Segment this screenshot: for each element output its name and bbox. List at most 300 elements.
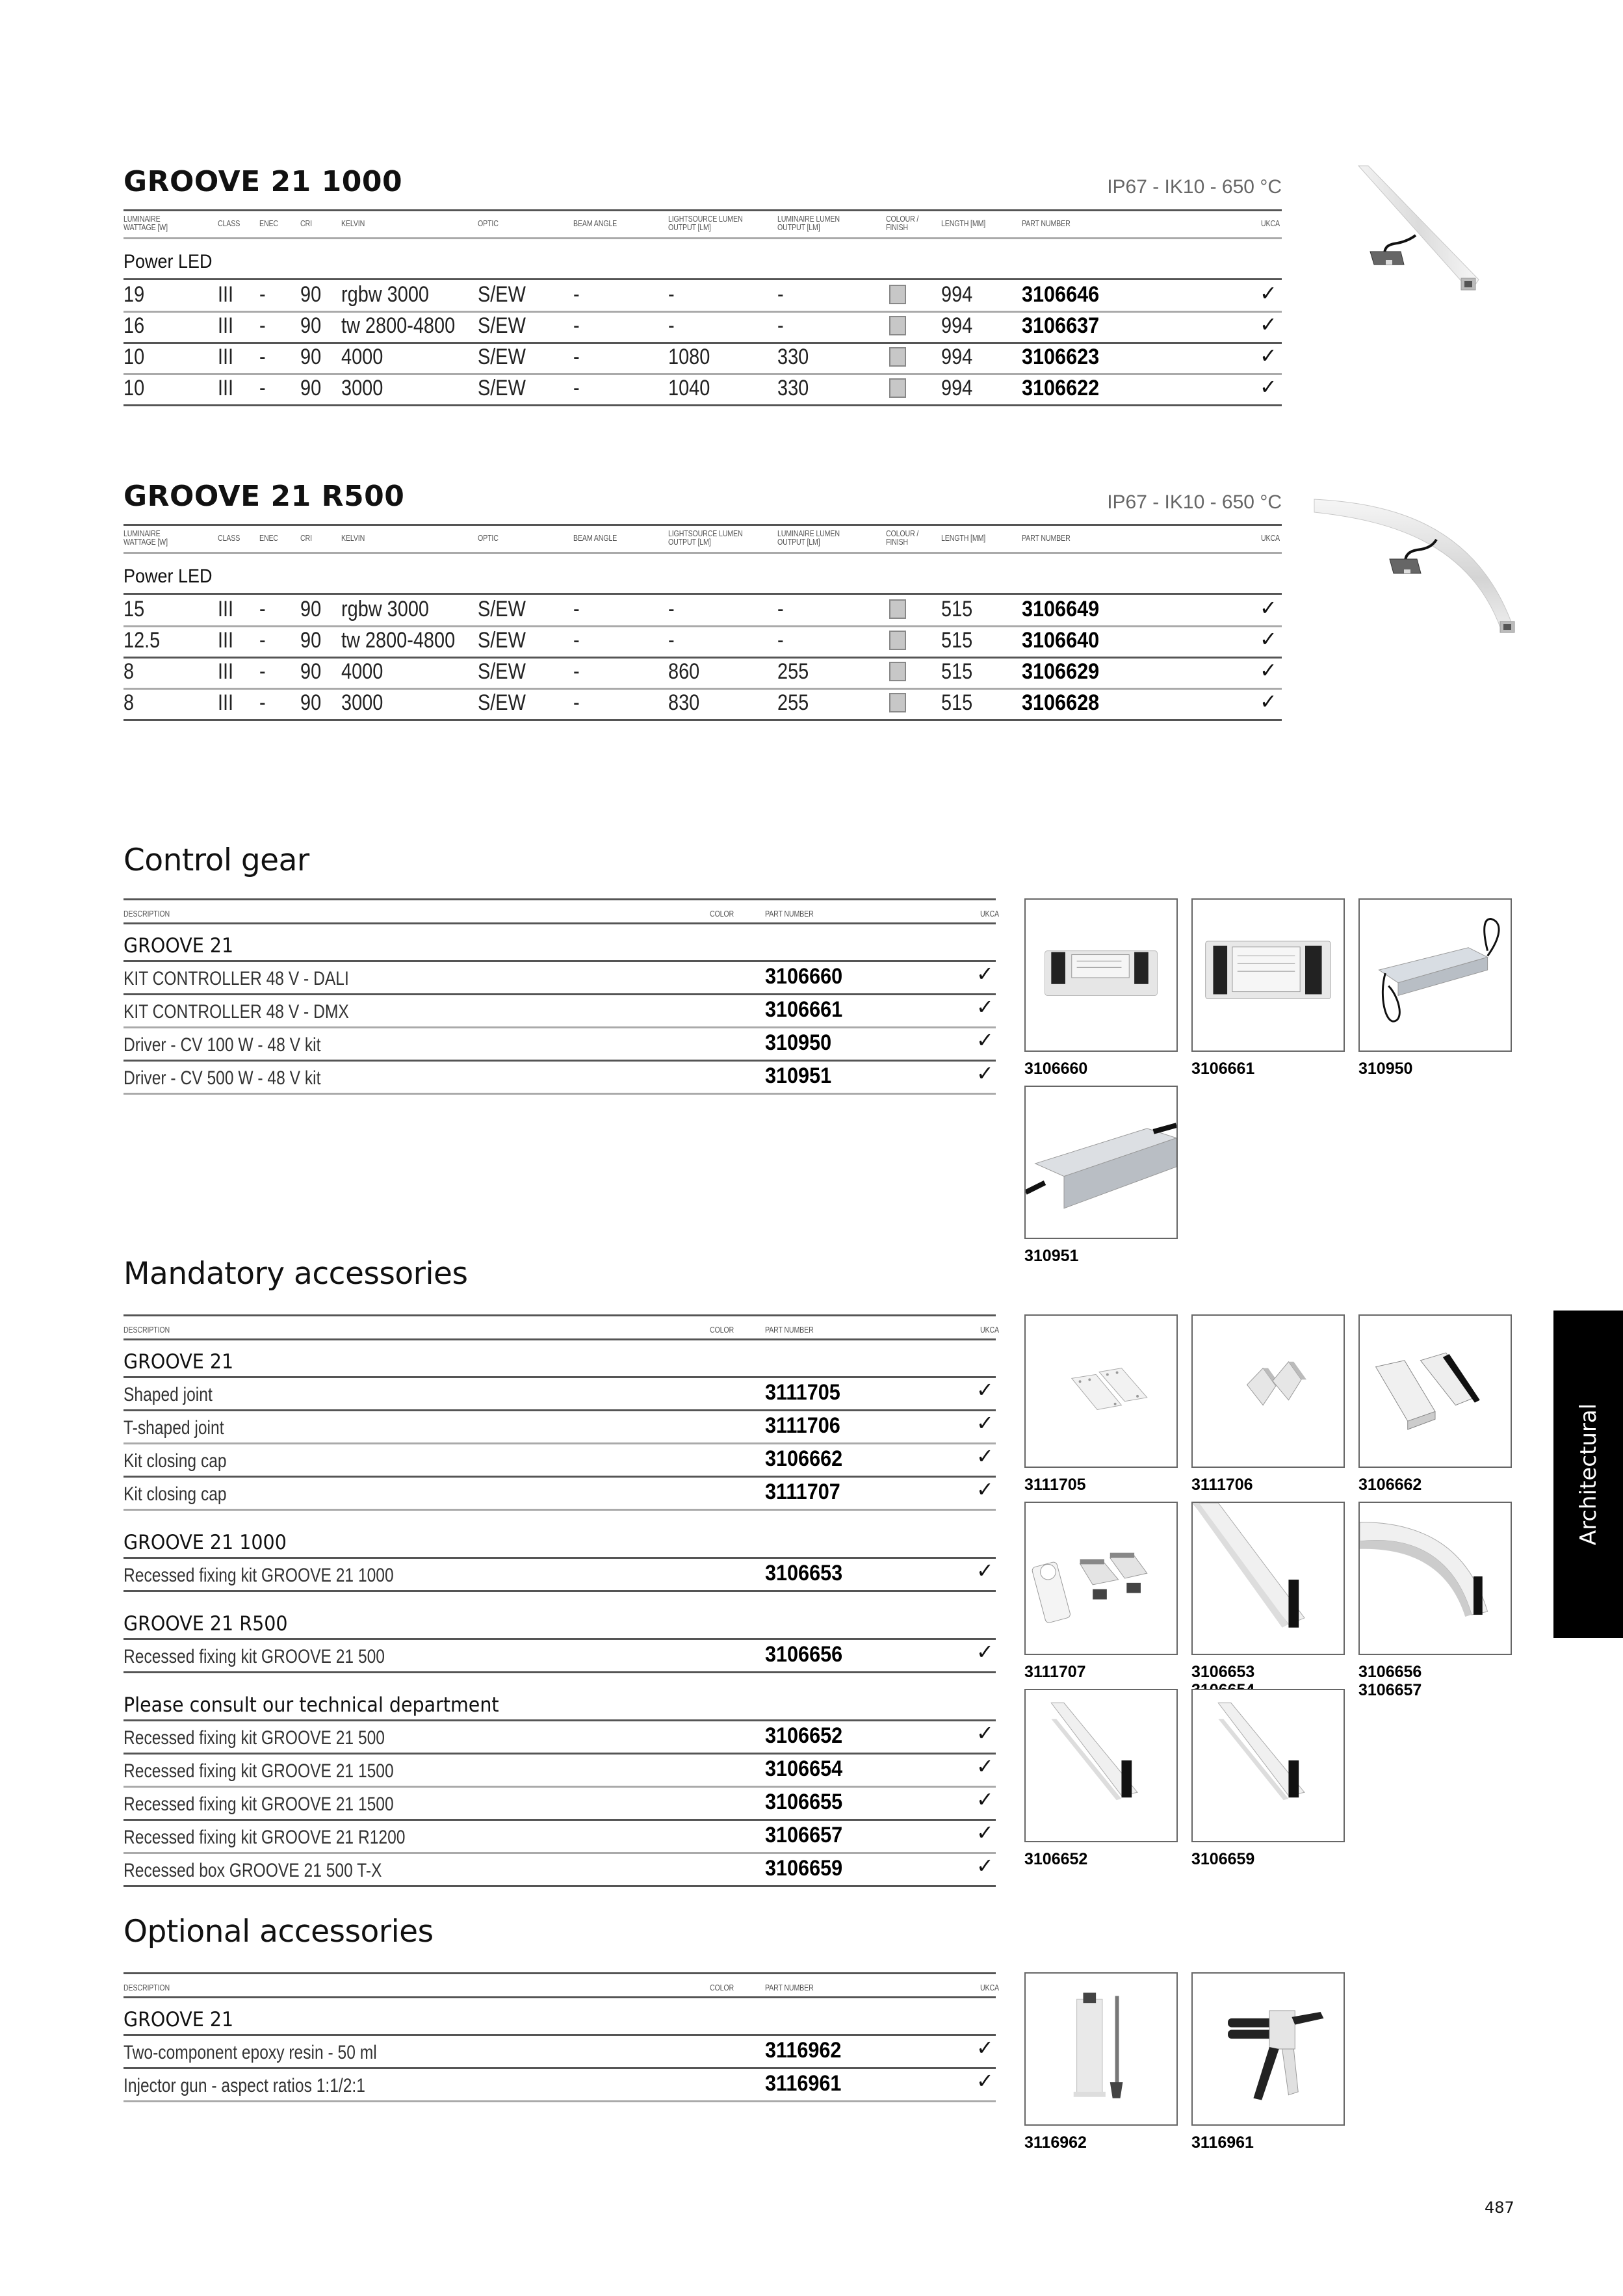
image-caption bbox=[1024, 1247, 1078, 1265]
col-enec: ENEC bbox=[259, 218, 278, 228]
cell-kelvin: rgbw 3000 bbox=[341, 282, 429, 307]
part-number: 3106661 bbox=[765, 997, 843, 1022]
cell-length: 515 bbox=[941, 597, 973, 621]
col-colour-finish: COLOUR / FINISH bbox=[886, 528, 919, 547]
col-optic: OPTIC bbox=[478, 533, 499, 543]
list-item bbox=[123, 1409, 996, 1442]
col-luminaire-lumen: LUMINAIRE LUMEN OUTPUT [LM] bbox=[777, 214, 840, 232]
caption-part-number: 3106660 bbox=[1024, 1060, 1088, 1078]
cell-ls-lumen: 1080 bbox=[668, 345, 710, 369]
cell-optic: S/EW bbox=[478, 659, 526, 684]
ukca-check-icon: ✓ bbox=[976, 1061, 994, 1086]
epoxy-resin-image[interactable] bbox=[1024, 1972, 1178, 2126]
cell-optic: S/EW bbox=[478, 628, 526, 653]
col-part-number: PART NUMBER bbox=[765, 909, 814, 919]
cell-length: 515 bbox=[941, 659, 973, 684]
caption-part-number: 3106662 bbox=[1358, 1476, 1422, 1494]
finish-swatch bbox=[889, 693, 906, 712]
col-ukca: UKCA bbox=[1261, 218, 1280, 228]
ukca-check-icon: ✓ bbox=[976, 1558, 994, 1583]
divider bbox=[123, 1885, 996, 1887]
cell-kelvin: rgbw 3000 bbox=[341, 597, 429, 621]
cell-enec: - bbox=[259, 597, 266, 621]
table-header bbox=[123, 527, 1282, 550]
cell-ls-lumen: - bbox=[668, 282, 675, 307]
cell-length: 994 bbox=[941, 376, 973, 400]
ukca-check-icon: ✓ bbox=[976, 1820, 994, 1845]
part-number: 3106622 bbox=[1022, 376, 1100, 400]
group-label: GROOVE 21 bbox=[123, 1350, 234, 1374]
recessed-box-image[interactable] bbox=[1191, 1689, 1345, 1842]
part-number: 3106655 bbox=[765, 1790, 843, 1814]
part-number: 3106629 bbox=[1022, 659, 1100, 684]
image-caption bbox=[1191, 1060, 1254, 1078]
cell-ls-lumen: 1040 bbox=[668, 376, 710, 400]
caption-part-number: 310950 bbox=[1358, 1060, 1413, 1078]
image-caption bbox=[1358, 1060, 1412, 1078]
col-part-number: PART NUMBER bbox=[765, 1325, 814, 1335]
cell-optic: S/EW bbox=[478, 313, 526, 338]
item-description: Kit closing cap bbox=[123, 1483, 227, 1505]
finish-swatch bbox=[889, 285, 906, 304]
col-wattage: LUMINAIRE WATTAGE [W] bbox=[123, 214, 168, 232]
item-description: T-shaped joint bbox=[123, 1417, 224, 1439]
divider bbox=[123, 1972, 996, 1974]
divider bbox=[123, 237, 1282, 239]
item-description: Injector gun - aspect ratios 1:1/2:1 bbox=[123, 2075, 365, 2096]
divider bbox=[123, 1590, 996, 1592]
groove-21-r500-product-image bbox=[1306, 494, 1527, 644]
product-rating: IP67 - IK10 - 650 °C bbox=[1107, 491, 1282, 513]
cell-class: III bbox=[218, 376, 234, 400]
part-number: 3106649 bbox=[1022, 597, 1100, 621]
cell-kelvin: 4000 bbox=[341, 345, 383, 369]
caption-part-number: 3116962 bbox=[1024, 2133, 1087, 2152]
cell-class: III bbox=[218, 345, 234, 369]
col-color: COLOR bbox=[710, 1983, 734, 1992]
list-item bbox=[123, 1819, 996, 1852]
cell-lum-lumen: - bbox=[777, 282, 784, 307]
cell-enec: - bbox=[259, 345, 266, 369]
caption-part-number: 3106657 bbox=[1358, 1681, 1422, 1699]
part-number: 3106646 bbox=[1022, 282, 1100, 307]
divider bbox=[123, 719, 1282, 721]
item-description: Recessed fixing kit GROOVE 21 500 bbox=[123, 1727, 385, 1749]
part-number: 3111706 bbox=[765, 1413, 840, 1438]
finish-swatch bbox=[889, 631, 906, 650]
group-label: GROOVE 21 bbox=[123, 2008, 234, 2031]
col-part-number: PART NUMBER bbox=[765, 1983, 814, 1992]
divider bbox=[123, 922, 996, 924]
item-description: KIT CONTROLLER 48 V - DMX bbox=[123, 1001, 349, 1023]
closing-cap-image[interactable] bbox=[1358, 1314, 1512, 1468]
list-item bbox=[123, 1376, 996, 1409]
image-caption bbox=[1024, 1476, 1086, 1494]
cell-cri: 90 bbox=[300, 282, 322, 307]
ukca-check-icon: ✓ bbox=[976, 2068, 994, 2093]
col-ukca: UKCA bbox=[980, 1325, 999, 1335]
col-description: DESCRIPTION bbox=[123, 1325, 170, 1335]
col-colour-finish: COLOUR / FINISH bbox=[886, 214, 919, 232]
finish-swatch bbox=[889, 599, 906, 619]
divider bbox=[123, 898, 996, 900]
divider bbox=[123, 2100, 996, 2102]
cell-kelvin: 4000 bbox=[341, 659, 383, 684]
cell-ls-lumen: - bbox=[668, 597, 675, 621]
divider bbox=[123, 552, 1282, 554]
cell-enec: - bbox=[259, 376, 266, 400]
caption-part-number: 3106656 bbox=[1358, 1663, 1422, 1681]
cell-beam: - bbox=[573, 282, 580, 307]
part-number: 3106637 bbox=[1022, 313, 1100, 338]
group-label: GROOVE 21 R500 bbox=[123, 1612, 288, 1636]
image-caption bbox=[1358, 1663, 1422, 1699]
part-number: 3111707 bbox=[765, 1480, 840, 1504]
list-item bbox=[123, 993, 996, 1026]
cell-optic: S/EW bbox=[478, 282, 526, 307]
col-color: COLOR bbox=[710, 909, 734, 919]
ukca-check-icon: ✓ bbox=[1260, 627, 1277, 651]
ukca-check-icon: ✓ bbox=[1260, 595, 1277, 620]
part-number: 3106652 bbox=[765, 1723, 843, 1748]
col-ukca: UKCA bbox=[1261, 533, 1280, 543]
part-number: 3106659 bbox=[765, 1856, 843, 1881]
caption-part-number: 3116961 bbox=[1191, 2133, 1254, 2152]
image-caption bbox=[1191, 2133, 1254, 2152]
closing-cap-kit-image[interactable] bbox=[1024, 1502, 1178, 1655]
image-caption bbox=[1024, 1060, 1087, 1078]
part-number: 3106656 bbox=[765, 1642, 843, 1667]
caption-part-number: 3111705 bbox=[1024, 1476, 1086, 1494]
cell-cri: 90 bbox=[300, 313, 322, 338]
image-caption bbox=[1024, 2133, 1087, 2152]
divider bbox=[123, 1671, 996, 1673]
image-caption bbox=[1191, 1850, 1254, 1868]
divider bbox=[123, 1509, 996, 1511]
cell-cri: 90 bbox=[300, 659, 322, 684]
cell-cri: 90 bbox=[300, 690, 322, 715]
divider bbox=[123, 1338, 996, 1340]
part-number: 3116962 bbox=[765, 2038, 842, 2063]
part-number: 310951 bbox=[765, 1063, 832, 1088]
table-row bbox=[123, 688, 1282, 719]
finish-swatch bbox=[889, 347, 906, 367]
item-description: Recessed fixing kit GROOVE 21 1500 bbox=[123, 1760, 394, 1782]
cell-wattage: 16 bbox=[123, 313, 145, 338]
cell-wattage: 8 bbox=[123, 690, 135, 715]
item-description: Recessed fixing kit GROOVE 21 R1200 bbox=[123, 1827, 406, 1848]
divider bbox=[123, 1996, 996, 1998]
cell-lum-lumen: 255 bbox=[777, 659, 809, 684]
item-description: Recessed fixing kit GROOVE 21 1500 bbox=[123, 1794, 394, 1815]
cell-beam: - bbox=[573, 345, 580, 369]
ukca-check-icon: ✓ bbox=[976, 961, 994, 986]
cell-beam: - bbox=[573, 376, 580, 400]
cell-length: 994 bbox=[941, 345, 973, 369]
divider bbox=[123, 404, 1282, 406]
list-item bbox=[123, 1638, 996, 1671]
cell-length: 994 bbox=[941, 313, 973, 338]
cell-lum-lumen: - bbox=[777, 313, 784, 338]
table-row bbox=[123, 657, 1282, 688]
cell-wattage: 10 bbox=[123, 345, 145, 369]
col-kelvin: KELVIN bbox=[341, 218, 365, 228]
ukca-check-icon: ✓ bbox=[976, 1028, 994, 1052]
divider bbox=[123, 1314, 996, 1316]
col-cri: CRI bbox=[300, 533, 312, 543]
cell-beam: - bbox=[573, 628, 580, 653]
section-title: Mandatory accessories bbox=[123, 1256, 468, 1292]
cell-beam: - bbox=[573, 597, 580, 621]
list-item bbox=[123, 1557, 996, 1590]
table-row bbox=[123, 373, 1282, 404]
list-item bbox=[123, 1852, 996, 1885]
group-label: Power LED bbox=[123, 566, 213, 587]
part-number: 3106660 bbox=[765, 964, 843, 989]
cell-enec: - bbox=[259, 690, 266, 715]
item-description: Driver - CV 100 W - 48 V kit bbox=[123, 1034, 321, 1056]
cell-kelvin: 3000 bbox=[341, 376, 383, 400]
category-label: Architectural bbox=[1575, 1403, 1602, 1546]
caption-part-number: 3106661 bbox=[1191, 1060, 1255, 1078]
divider bbox=[123, 1093, 996, 1095]
list-item bbox=[123, 1060, 996, 1093]
cell-beam: - bbox=[573, 690, 580, 715]
ukca-check-icon: ✓ bbox=[976, 1754, 994, 1779]
cell-enec: - bbox=[259, 628, 266, 653]
image-caption bbox=[1358, 1476, 1422, 1494]
group-label: GROOVE 21 bbox=[123, 934, 234, 958]
list-item bbox=[123, 2067, 996, 2100]
fixing-kit-500-image[interactable] bbox=[1024, 1689, 1178, 1842]
image-caption bbox=[1191, 1476, 1253, 1494]
controller-dmx-image[interactable] bbox=[1191, 898, 1345, 1052]
product-rating: IP67 - IK10 - 650 °C bbox=[1107, 176, 1282, 198]
caption-part-number: 3111707 bbox=[1024, 1663, 1086, 1681]
col-lightsource-lumen: LIGHTSOURCE LUMEN OUTPUT [LM] bbox=[668, 214, 743, 232]
ukca-check-icon: ✓ bbox=[1260, 658, 1277, 683]
cell-wattage: 10 bbox=[123, 376, 145, 400]
t-shaped-joint-image[interactable] bbox=[1191, 1314, 1345, 1468]
cell-enec: - bbox=[259, 282, 266, 307]
col-description: DESCRIPTION bbox=[123, 909, 170, 919]
list-item bbox=[123, 2034, 996, 2067]
col-length: LENGTH [MM] bbox=[941, 218, 986, 228]
table-header bbox=[123, 212, 1282, 235]
cell-class: III bbox=[218, 659, 234, 684]
section-title: Control gear bbox=[123, 842, 309, 878]
caption-part-number: 3106659 bbox=[1191, 1850, 1255, 1868]
ukca-check-icon: ✓ bbox=[976, 1721, 994, 1745]
cell-length: 515 bbox=[941, 628, 973, 653]
cell-lum-lumen: 255 bbox=[777, 690, 809, 715]
table-row bbox=[123, 625, 1282, 657]
injector-gun-image[interactable] bbox=[1191, 1972, 1345, 2126]
col-class: CLASS bbox=[218, 218, 240, 228]
cell-cri: 90 bbox=[300, 345, 322, 369]
item-description: Recessed box GROOVE 21 500 T-X bbox=[123, 1860, 382, 1881]
cell-wattage: 8 bbox=[123, 659, 135, 684]
part-number: 3106657 bbox=[765, 1823, 843, 1847]
part-number: 3116961 bbox=[765, 2071, 842, 2096]
item-description: Recessed fixing kit GROOVE 21 1000 bbox=[123, 1565, 394, 1586]
groove-21-1000-product-image bbox=[1306, 163, 1527, 358]
cell-lum-lumen: - bbox=[777, 628, 784, 653]
cell-class: III bbox=[218, 597, 234, 621]
list-item bbox=[123, 1786, 996, 1819]
col-part-number: PART NUMBER bbox=[1022, 218, 1071, 228]
ukca-check-icon: ✓ bbox=[976, 2035, 994, 2060]
caption-part-number: 3106652 bbox=[1024, 1850, 1088, 1868]
ukca-check-icon: ✓ bbox=[976, 1411, 994, 1435]
cell-cri: 90 bbox=[300, 376, 322, 400]
divider bbox=[123, 524, 1282, 526]
ukca-check-icon: ✓ bbox=[1260, 281, 1277, 306]
col-beam-angle: BEAM ANGLE bbox=[573, 533, 617, 543]
cell-ls-lumen: 830 bbox=[668, 690, 700, 715]
ukca-check-icon: ✓ bbox=[976, 1444, 994, 1468]
group-label: Please consult our technical department bbox=[123, 1693, 499, 1717]
col-part-number: PART NUMBER bbox=[1022, 533, 1071, 543]
cell-lum-lumen: 330 bbox=[777, 376, 809, 400]
shaped-joint-image[interactable] bbox=[1024, 1314, 1178, 1468]
cell-lum-lumen: 330 bbox=[777, 345, 809, 369]
cell-kelvin: 3000 bbox=[341, 690, 383, 715]
list-item bbox=[123, 1719, 996, 1753]
col-description: DESCRIPTION bbox=[123, 1983, 170, 1992]
ukca-check-icon: ✓ bbox=[976, 995, 994, 1019]
cell-wattage: 12.5 bbox=[123, 628, 161, 653]
page-number: 487 bbox=[1485, 2198, 1514, 2217]
ukca-check-icon: ✓ bbox=[1260, 374, 1277, 399]
col-kelvin: KELVIN bbox=[341, 533, 365, 543]
cell-ls-lumen: 860 bbox=[668, 659, 700, 684]
cell-ls-lumen: - bbox=[668, 628, 675, 653]
list-item bbox=[123, 960, 996, 993]
product-title: GROOVE 21 1000 bbox=[123, 165, 403, 198]
part-number: 3106653 bbox=[765, 1561, 843, 1585]
cell-optic: S/EW bbox=[478, 345, 526, 369]
ukca-check-icon: ✓ bbox=[976, 1639, 994, 1664]
finish-swatch bbox=[889, 662, 906, 681]
col-luminaire-lumen: LUMINAIRE LUMEN OUTPUT [LM] bbox=[777, 528, 840, 547]
cell-enec: - bbox=[259, 313, 266, 338]
table-row bbox=[123, 594, 1282, 625]
col-lightsource-lumen: LIGHTSOURCE LUMEN OUTPUT [LM] bbox=[668, 528, 743, 547]
cell-optic: S/EW bbox=[478, 376, 526, 400]
part-number: 3111705 bbox=[765, 1380, 840, 1405]
col-ukca: UKCA bbox=[980, 1983, 999, 1992]
col-cri: CRI bbox=[300, 218, 312, 228]
category-side-tab[interactable] bbox=[1553, 1311, 1623, 1638]
caption-part-number: 3106653 bbox=[1191, 1663, 1255, 1681]
ukca-check-icon: ✓ bbox=[976, 1477, 994, 1502]
col-beam-angle: BEAM ANGLE bbox=[573, 218, 617, 228]
col-class: CLASS bbox=[218, 533, 240, 543]
cell-enec: - bbox=[259, 659, 266, 684]
item-description: Driver - CV 500 W - 48 V kit bbox=[123, 1067, 321, 1089]
item-description: Shaped joint bbox=[123, 1384, 213, 1405]
ukca-check-icon: ✓ bbox=[976, 1377, 994, 1402]
col-ukca: UKCA bbox=[980, 909, 999, 919]
cell-kelvin: tw 2800-4800 bbox=[341, 628, 456, 653]
part-number: 3106654 bbox=[765, 1756, 843, 1781]
image-caption bbox=[1024, 1850, 1087, 1868]
list-item bbox=[123, 1026, 996, 1060]
cell-kelvin: tw 2800-4800 bbox=[341, 313, 456, 338]
divider bbox=[123, 209, 1282, 211]
item-description: Recessed fixing kit GROOVE 21 500 bbox=[123, 1646, 385, 1667]
cell-cri: 90 bbox=[300, 597, 322, 621]
ukca-check-icon: ✓ bbox=[1260, 689, 1277, 714]
ukca-check-icon: ✓ bbox=[1260, 343, 1277, 368]
cell-beam: - bbox=[573, 659, 580, 684]
cell-class: III bbox=[218, 690, 234, 715]
driver-100w-image[interactable] bbox=[1358, 898, 1512, 1052]
cell-wattage: 19 bbox=[123, 282, 145, 307]
col-length: LENGTH [MM] bbox=[941, 533, 986, 543]
cell-cri: 90 bbox=[300, 628, 322, 653]
cell-ls-lumen: - bbox=[668, 313, 675, 338]
table-row bbox=[123, 311, 1282, 342]
group-label: Power LED bbox=[123, 251, 213, 272]
finish-swatch bbox=[889, 378, 906, 398]
group-label: GROOVE 21 1000 bbox=[123, 1531, 287, 1554]
ukca-check-icon: ✓ bbox=[1260, 312, 1277, 337]
cell-beam: - bbox=[573, 313, 580, 338]
cell-lum-lumen: - bbox=[777, 597, 784, 621]
col-enec: ENEC bbox=[259, 533, 278, 543]
list-item bbox=[123, 1476, 996, 1509]
product-title: GROOVE 21 R500 bbox=[123, 480, 405, 513]
section-title: Optional accessories bbox=[123, 1914, 434, 1950]
table-row bbox=[123, 280, 1282, 311]
part-number: 3106662 bbox=[765, 1446, 843, 1471]
part-number: 3106628 bbox=[1022, 690, 1100, 715]
ukca-check-icon: ✓ bbox=[976, 1853, 994, 1878]
item-description: Kit closing cap bbox=[123, 1450, 227, 1472]
item-description: Two-component epoxy resin - 50 ml bbox=[123, 2042, 377, 2063]
ukca-check-icon: ✓ bbox=[976, 1787, 994, 1812]
part-number: 3106623 bbox=[1022, 345, 1100, 369]
cell-wattage: 15 bbox=[123, 597, 145, 621]
finish-swatch bbox=[889, 316, 906, 335]
cell-class: III bbox=[218, 628, 234, 653]
driver-500w-image[interactable] bbox=[1024, 1086, 1178, 1239]
cell-length: 994 bbox=[941, 282, 973, 307]
part-number: 310950 bbox=[765, 1030, 832, 1055]
cell-optic: S/EW bbox=[478, 690, 526, 715]
col-optic: OPTIC bbox=[478, 218, 499, 228]
caption-part-number: 310951 bbox=[1024, 1247, 1079, 1265]
list-item bbox=[123, 1753, 996, 1786]
table-row bbox=[123, 342, 1282, 373]
col-color: COLOR bbox=[710, 1325, 734, 1335]
cell-length: 515 bbox=[941, 690, 973, 715]
straight-fixing-kit-image[interactable] bbox=[1191, 1502, 1345, 1655]
caption-part-number: 3111706 bbox=[1191, 1476, 1253, 1494]
col-wattage: LUMINAIRE WATTAGE [W] bbox=[123, 528, 168, 547]
curved-fixing-kit-image[interactable] bbox=[1358, 1502, 1512, 1655]
controller-dali-image[interactable] bbox=[1024, 898, 1178, 1052]
cell-class: III bbox=[218, 313, 234, 338]
image-caption bbox=[1024, 1663, 1086, 1681]
list-item bbox=[123, 1442, 996, 1476]
cell-optic: S/EW bbox=[478, 597, 526, 621]
item-description: KIT CONTROLLER 48 V - DALI bbox=[123, 968, 349, 989]
cell-class: III bbox=[218, 282, 234, 307]
part-number: 3106640 bbox=[1022, 628, 1100, 653]
